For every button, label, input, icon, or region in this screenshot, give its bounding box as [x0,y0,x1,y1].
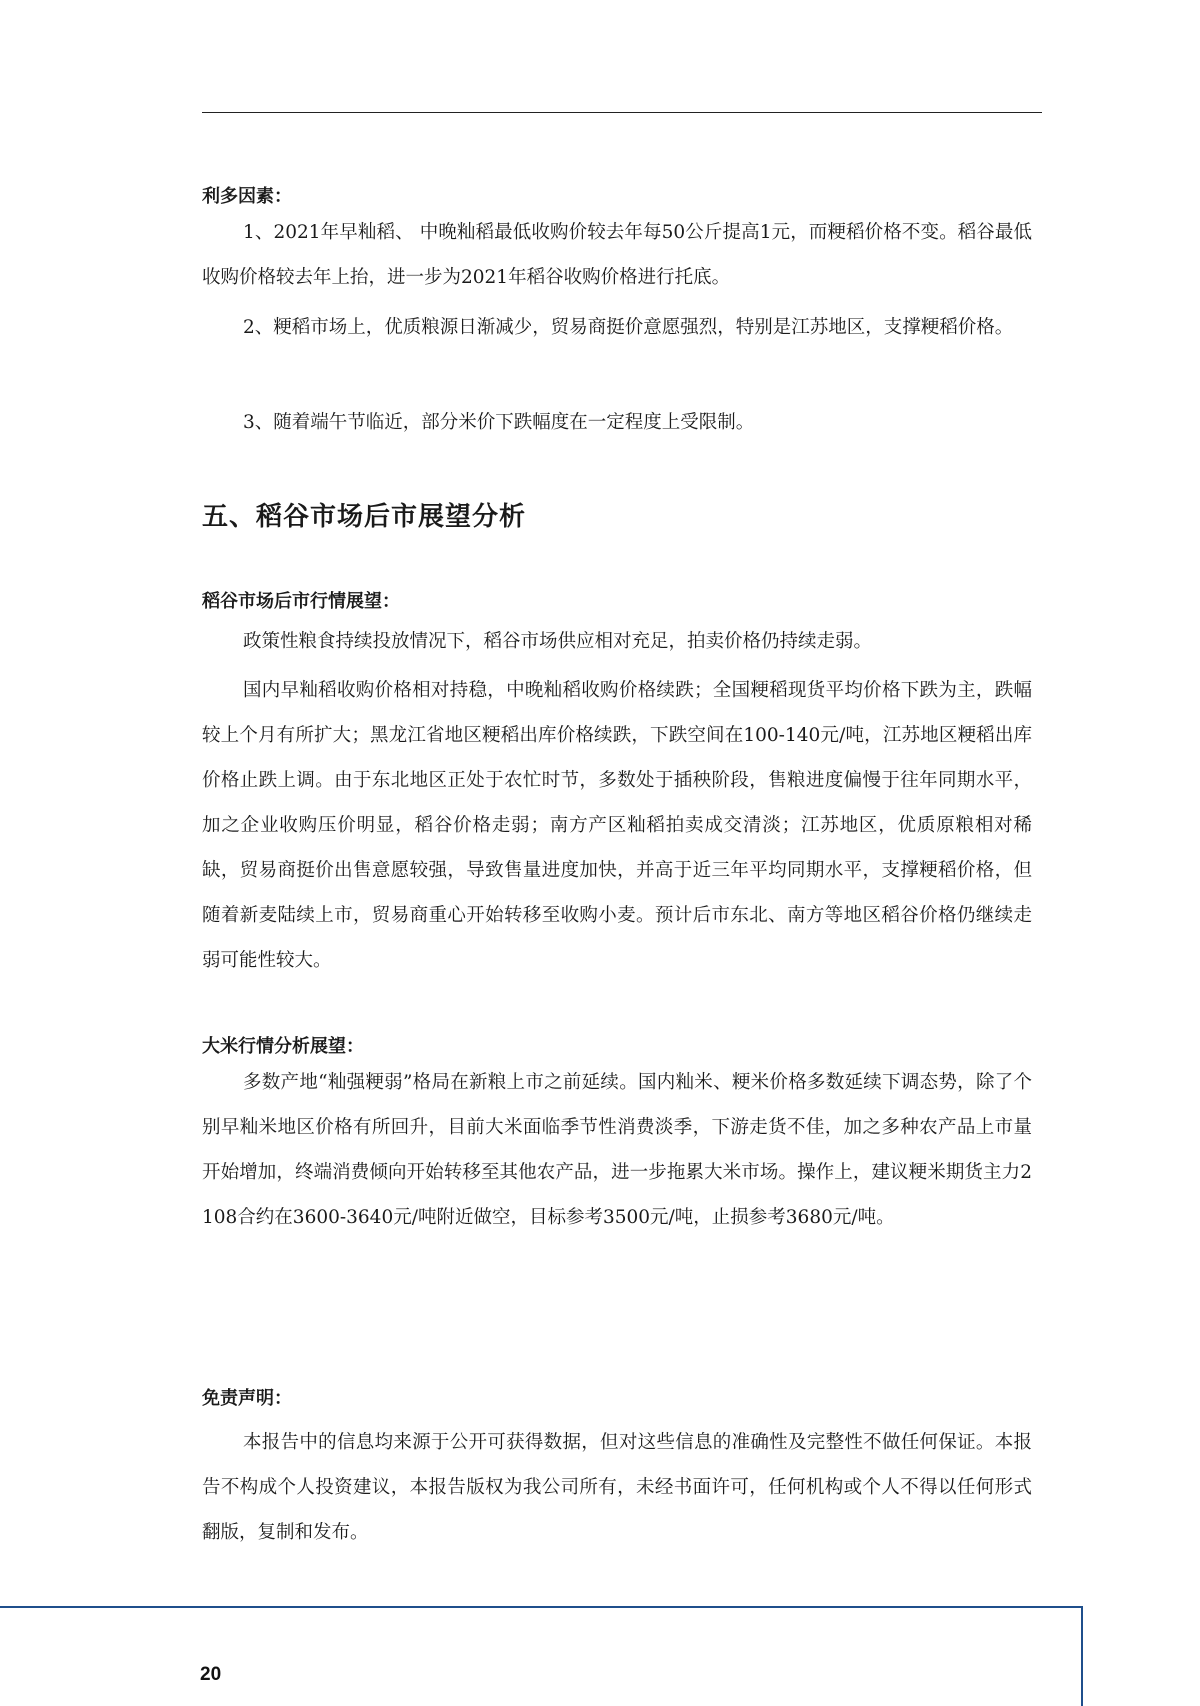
footer-frame [0,1606,1083,1706]
page-number: 20 [200,1664,222,1685]
paddy-outlook-paragraph-2: 国内早籼稻收购价格相对持稳，中晚籼稻收购价格续跌；全国粳稻现货平均价格下跌为主，跌幅较上个月有所扩大；黑龙江省地区粳稻出库价格续跌，下跌空间在100-140元/吨，江苏地区粳稻出库价格止跌上调。由于东北地区正处于农忙时节，多数处于插秧阶段，售粮进度偏慢于往年同期水平，加之企业收购压价明显，稻谷价格走弱；南方产区籼稻拍卖成交清淡；江苏地区，优质原粮相对稀缺，贸易商挺价出售意愿较强，导致售量进度加快，并高于近三年平均同期水平，支撑粳稻价格，但随着新麦陆续上市，贸易商重心开始转移至收购小麦。预计后市东北、南方等地区稻谷价格仍继续走弱可能性较大。 [202,680,1032,971]
rice-outlook-paragraph: 多数产地“籼强粳弱”格局在新粮上市之前延续。国内籼米、粳米价格多数延续下调态势，除了个别早籼米地区价格有所回升，目前大米面临季节性消费淡季，下游走货不佳，加之多种农产品上市量开始增加，终端消费倾向开始转移至其他农产品，进一步拖累大米市场。操作上，建议粳米期货主力2108合约在3600-3640元/吨附近做空，目标参考3500元/吨，止损参考3680元/吨。 [202,1072,1032,1228]
section-title: 五、稻谷市场后市展望分析 [202,502,527,532]
rice-outlook-heading: 大米行情分析展望： [202,1036,364,1057]
favorable-factor-1: 1、2021年早籼稻、 中晚籼稻最低收购价较去年每50公斤提高1元，而粳稻价格不变。稻谷最低收购价格较去年上抬，进一步为2021年稻谷收购价格进行托底。 [202,222,1032,288]
disclaimer-heading: 免责声明： [202,1388,292,1409]
header-rule [202,112,1042,113]
paddy-outlook-paragraph-1: 政策性粮食持续投放情况下，稻谷市场供应相对充足，拍卖价格仍持续走弱。 [243,631,873,652]
favorable-factor-3: 3、随着端午节临近，部分米价下跌幅度在一定程度上受限制。 [243,412,755,433]
disclaimer-paragraph: 本报告中的信息均来源于公开可获得数据，但对这些信息的准确性及完整性不做任何保证。本报告不构成个人投资建议，本报告版权为我公司所有，未经书面许可，任何机构或个人不得以任何形式翻版，复制和发布。 [202,1432,1032,1543]
favorable-factor-2: 2、粳稻市场上，优质粮源日渐减少，贸易商挺价意愿强烈，特别是江苏地区，支撑粳稻价格。 [243,317,1014,338]
paddy-outlook-heading: 稻谷市场后市行情展望： [202,591,400,612]
favorable-factors-heading: 利多因素： [202,186,292,207]
